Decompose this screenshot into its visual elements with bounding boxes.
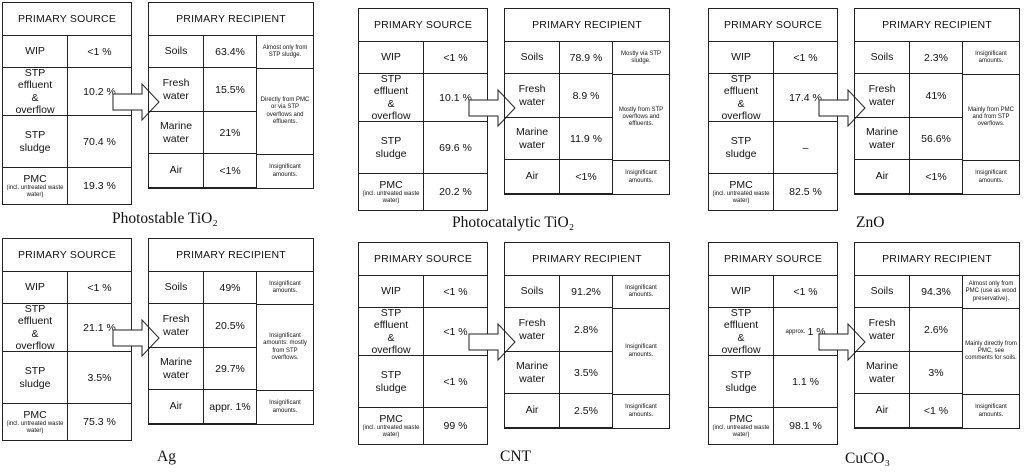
recipient-label-text [871, 285, 894, 297]
recipient-value: <1% [204, 154, 257, 187]
source-label-line: STP [24, 303, 46, 316]
recipient-label-line: water [519, 95, 545, 108]
diagram-panel [708, 8, 1024, 236]
recipient-header: PRIMARY RECIPIENT [149, 3, 313, 36]
source-value: 10.1 % [439, 91, 472, 104]
recipient-label-line: Marine [159, 356, 193, 369]
source-label [709, 408, 774, 444]
source-label [359, 42, 424, 73]
source-label-line: & [31, 327, 39, 340]
source-label-line: sludge [375, 147, 407, 160]
source-row-wip [709, 42, 837, 74]
source-label-line: effluent [373, 319, 409, 332]
source-label-line: sludge [725, 147, 757, 160]
recipient-label-line: Air [875, 404, 889, 417]
recipient-label-line: Fresh [868, 83, 896, 96]
recipient-label [855, 276, 910, 307]
recipient-label [149, 348, 204, 389]
recipient-label-text [521, 285, 544, 297]
comment-air: Insignificant amounts. [613, 394, 669, 428]
source-label-line: overflow [721, 109, 761, 122]
source-row-pmc [359, 408, 487, 444]
source-value: 19.3 % [83, 180, 116, 192]
comment-soils: Insignificant amounts. [613, 276, 669, 308]
recipient-label-line: Soils [870, 51, 894, 64]
source-label-line: WIP [731, 51, 751, 64]
recipient-label-line: water [869, 329, 895, 342]
recipient-label-line: Air [875, 170, 889, 183]
comment-air: Insignificant amounts. [257, 390, 313, 424]
recipient-value: 15.5% [204, 68, 257, 111]
recipient-header: PRIMARY RECIPIENT [855, 243, 1019, 276]
source-label-note: (incl. untreated waste water) [6, 185, 64, 199]
recipient-label-line: water [519, 372, 545, 385]
source-label-line: STP [24, 67, 46, 80]
source-value: 69.6 % [439, 141, 472, 154]
recipient-value: 2.5% [560, 394, 613, 427]
source-label-line: STP [380, 369, 402, 382]
source-label-line: PMC [23, 173, 47, 186]
source-label-line: STP [730, 73, 752, 86]
source-value: – [802, 141, 809, 154]
source-label [3, 272, 68, 303]
recipient-label [149, 272, 204, 303]
source-header: PRIMARY SOURCE [709, 243, 837, 276]
recipient-value: 29.7% [204, 348, 257, 389]
source-label-line: overflow [15, 103, 55, 116]
comment-water: Mostly from STP overflows and effluents. [613, 74, 669, 160]
recipient-table [854, 242, 1020, 429]
recipient-label-line: Air [525, 170, 539, 183]
source-label [709, 42, 774, 73]
source-label-line: STP [730, 369, 752, 382]
source-label [359, 174, 424, 210]
recipient-label-line: Fresh [518, 317, 546, 330]
recipient-label [149, 112, 204, 153]
source-label-line: STP [24, 129, 46, 142]
recipient-label-line: Marine [865, 360, 899, 373]
recipient-label [855, 160, 910, 193]
recipient-label-line: water [163, 325, 189, 338]
source-label-line: WIP [731, 285, 751, 298]
panel-caption: Photostable TiO₂ [112, 210, 218, 227]
source-header: PRIMARY SOURCE [359, 9, 487, 42]
source-row-wip [3, 272, 131, 304]
recipient-label-text [516, 126, 548, 150]
recipient-label-text [163, 313, 190, 337]
source-value: 10.2 % [83, 85, 116, 98]
recipient-label-text [519, 317, 546, 341]
recipient-value: 41% [910, 74, 963, 117]
recipient-label [505, 118, 560, 159]
recipient-table [148, 238, 314, 425]
recipient-label [855, 394, 910, 427]
source-label [359, 356, 424, 407]
source-row-pmc [359, 174, 487, 210]
source-label-line: PMC [729, 413, 753, 426]
recipient-label-text [165, 281, 188, 293]
source-value-prefix: approx. [785, 328, 806, 335]
source-label-line: sludge [375, 381, 407, 394]
recipient-label-text [526, 170, 539, 182]
comment-water: Directly from PMC or via STP overflows and effluents. [257, 68, 313, 154]
recipient-label [149, 36, 204, 67]
recipient-label-text [165, 45, 188, 57]
recipient-label-text [876, 404, 889, 416]
recipient-label-text [871, 51, 894, 63]
recipient-label-text [170, 164, 183, 176]
recipient-label [505, 74, 560, 117]
source-label-line: & [387, 331, 395, 344]
source-label [3, 304, 68, 351]
source-label [359, 122, 424, 173]
comment-water: Mainly directly from PMC, see comments for soils. [963, 308, 1019, 394]
comment-air: Insignificant amounts. [963, 394, 1019, 428]
source-label-line: overflow [371, 343, 411, 356]
recipient-label-line: water [163, 368, 189, 381]
recipient-label-text [163, 77, 190, 101]
recipient-value: <1% [560, 160, 613, 193]
source-label [359, 276, 424, 307]
recipient-label-line: Air [169, 400, 183, 413]
recipient-label-line: water [163, 89, 189, 102]
recipient-label-text [516, 360, 548, 384]
source-label-line: & [387, 97, 395, 110]
comment-water: Mainly from PMC and from STP overflows. [963, 74, 1019, 160]
recipient-value: 11.9 % [560, 118, 613, 159]
source-header: PRIMARY SOURCE [3, 3, 131, 36]
recipient-label-line: Soils [520, 285, 544, 298]
recipient-value: 2.8% [560, 308, 613, 351]
recipient-header: PRIMARY RECIPIENT [505, 243, 669, 276]
source-label-line: STP [380, 307, 402, 320]
source-label-line: effluent [373, 85, 409, 98]
source-label-line: overflow [15, 339, 55, 352]
recipient-value: 91.2% [560, 276, 613, 307]
recipient-value: appr. 1% [204, 390, 257, 423]
source-row-stp-sludge [3, 116, 131, 168]
source-value-text: 1 % [807, 325, 826, 338]
source-value: 3.5% [87, 371, 112, 384]
source-label-line: STP [380, 135, 402, 148]
recipient-table [504, 8, 670, 195]
source-label [709, 74, 774, 121]
recipient-label-line: Fresh [868, 317, 896, 330]
source-value: <1 % [443, 285, 468, 298]
comment-air: Insignificant amounts. [963, 160, 1019, 194]
diagram-panel [2, 238, 322, 466]
source-label-note: (incl. untreated waste water) [712, 425, 770, 439]
source-label-line: sludge [725, 381, 757, 394]
recipient-value: 3% [910, 352, 963, 393]
source-label [3, 116, 68, 167]
recipient-label-line: water [519, 138, 545, 151]
recipient-label [855, 74, 910, 117]
source-row-stp-sludge [359, 122, 487, 174]
source-label [3, 36, 68, 67]
recipient-label [855, 308, 910, 351]
recipient-value: <1% [910, 160, 963, 193]
comment-soils: Mostly via STP sludge. [613, 42, 669, 74]
recipient-label-line: water [869, 138, 895, 151]
comment-water: Insignificant amounts. [613, 308, 669, 394]
source-row-wip [359, 42, 487, 74]
recipient-label-line: Air [525, 404, 539, 417]
recipient-label [505, 276, 560, 307]
source-value: 1.1 % [792, 375, 819, 388]
source-label [709, 174, 774, 210]
recipient-value: 63.4% [204, 36, 257, 67]
recipient-label-line: water [163, 132, 189, 145]
source-row-wip [359, 276, 487, 308]
recipient-header: PRIMARY RECIPIENT [505, 9, 669, 42]
comment-air: Insignificant amounts. [613, 160, 669, 194]
recipient-header: PRIMARY RECIPIENT [855, 9, 1019, 42]
source-header: PRIMARY SOURCE [359, 243, 487, 276]
recipient-label [855, 118, 910, 159]
diagram-panel [2, 2, 322, 230]
source-row-stp-sludge [709, 356, 837, 408]
recipient-value: 56.6% [910, 118, 963, 159]
recipient-label [149, 154, 204, 187]
source-header: PRIMARY SOURCE [709, 9, 837, 42]
source-label-note: (incl. untreated waste water) [362, 425, 420, 439]
recipient-label-text [519, 83, 546, 107]
source-row-pmc [709, 174, 837, 210]
diagram-panel [708, 242, 1024, 470]
recipient-label-text [160, 356, 192, 380]
source-label [359, 408, 424, 444]
source-value: 21.1 % [83, 321, 116, 334]
source-label-line: WIP [381, 285, 401, 298]
source-row-stp-sludge [709, 122, 837, 174]
source-label [709, 308, 774, 355]
source-value: <1 % [793, 285, 818, 298]
recipient-label-line: water [869, 95, 895, 108]
recipient-value: 2.6% [910, 308, 963, 351]
comment-soils: Insignificant amounts. [963, 42, 1019, 74]
source-label-line: PMC [379, 179, 403, 192]
source-row-pmc [709, 408, 837, 444]
source-header: PRIMARY SOURCE [3, 239, 131, 272]
source-label-line: PMC [23, 409, 47, 422]
source-label-note: (incl. untreated waste water) [712, 191, 770, 205]
panel-caption: ZnO [856, 214, 885, 231]
recipient-label-line: Soils [164, 281, 188, 294]
panel-caption: CNT [500, 448, 531, 465]
comment-soils: Almost only from PMC (use as wood preservative). [963, 276, 1019, 308]
source-label-line: STP [380, 73, 402, 86]
source-label [709, 122, 774, 173]
source-label-line: PMC [729, 179, 753, 192]
source-label [3, 404, 68, 440]
recipient-label-line: water [869, 372, 895, 385]
source-value: 17.4 % [789, 91, 822, 104]
source-row-wip [709, 276, 837, 308]
source-label-line: overflow [371, 109, 411, 122]
panel-caption: Ag [157, 448, 176, 465]
recipient-label-line: Marine [159, 120, 193, 133]
recipient-table [504, 242, 670, 429]
source-value: 82.5 % [789, 186, 822, 198]
recipient-value: 3.5% [560, 352, 613, 393]
recipient-label-text [521, 51, 544, 63]
recipient-label [505, 160, 560, 193]
source-label-line: effluent [723, 85, 759, 98]
recipient-label-line: Soils [164, 45, 188, 58]
recipient-value: 8.9 % [560, 74, 613, 117]
source-label-line: effluent [17, 315, 53, 328]
source-label [3, 68, 68, 115]
recipient-value: <1 % [910, 394, 963, 427]
source-row-pmc [3, 168, 131, 204]
recipient-label [149, 390, 204, 423]
source-value: 70.4 % [83, 135, 116, 148]
comment-soils: Almost only from STP sludge. [257, 36, 313, 68]
recipient-table [148, 2, 314, 189]
comment-water: Insignificant amounts: mostly from STP overflows. [257, 304, 313, 390]
recipient-label-text [160, 120, 192, 144]
source-value: 75.3 % [83, 416, 116, 428]
source-value: 99 % [443, 420, 468, 432]
recipient-label-line: Marine [865, 126, 899, 139]
source-label-line: effluent [723, 319, 759, 332]
recipient-label-line: Soils [520, 51, 544, 64]
source-label-line: PMC [379, 413, 403, 426]
source-value: 20.2 % [439, 186, 472, 198]
source-label-note: (incl. untreated waste water) [6, 421, 64, 435]
source-label-line: & [737, 331, 745, 344]
recipient-label-line: Soils [870, 285, 894, 298]
source-label-line: overflow [721, 343, 761, 356]
recipient-label-text [869, 317, 896, 341]
recipient-label-text [526, 404, 539, 416]
source-label [3, 352, 68, 403]
source-label-line: WIP [381, 51, 401, 64]
diagram-panel [358, 242, 678, 470]
source-row-wip [3, 36, 131, 68]
recipient-label-text [866, 360, 898, 384]
source-label-line: STP [730, 135, 752, 148]
source-value: <1 % [443, 325, 468, 338]
source-label-line: & [31, 91, 39, 104]
source-row-pmc [3, 404, 131, 440]
recipient-header: PRIMARY RECIPIENT [149, 239, 313, 272]
recipient-label-text [170, 400, 183, 412]
source-value: <1 % [87, 281, 112, 294]
recipient-label [505, 308, 560, 351]
recipient-label-line: Marine [515, 126, 549, 139]
recipient-label-line: Fresh [162, 313, 190, 326]
recipient-value: 2.3% [910, 42, 963, 73]
source-row-stp-sludge [359, 356, 487, 408]
recipient-label-line: Air [169, 164, 183, 177]
source-label-line: effluent [17, 79, 53, 92]
source-value: <1 % [443, 375, 468, 388]
source-label [359, 74, 424, 121]
panel-caption: CuCO₃ [845, 450, 891, 467]
recipient-label [505, 42, 560, 73]
panel-caption: Photocatalytic TiO₂ [452, 214, 575, 231]
source-label-line: STP [24, 365, 46, 378]
source-value: <1 % [87, 45, 112, 58]
recipient-label-line: Fresh [162, 77, 190, 90]
recipient-label-text [866, 126, 898, 150]
recipient-label [149, 68, 204, 111]
comment-soils: Insignificant amounts. [257, 272, 313, 304]
recipient-table [854, 8, 1020, 195]
source-value: <1 % [793, 51, 818, 64]
source-label-line: & [737, 97, 745, 110]
recipient-value: 94.3% [910, 276, 963, 307]
source-value: <1 % [443, 51, 468, 64]
recipient-value: 21% [204, 112, 257, 153]
recipient-label [505, 394, 560, 427]
diagram-panel [358, 8, 678, 236]
recipient-label [505, 352, 560, 393]
recipient-label-line: Fresh [518, 83, 546, 96]
source-label [359, 308, 424, 355]
recipient-label-text [876, 170, 889, 182]
recipient-label [855, 352, 910, 393]
source-label [709, 276, 774, 307]
recipient-label [149, 304, 204, 347]
recipient-value: 20.5% [204, 304, 257, 347]
comment-air: Insignificant amounts. [257, 154, 313, 188]
source-label-note: (incl. untreated waste water) [362, 191, 420, 205]
recipient-label [855, 42, 910, 73]
recipient-value: 49% [204, 272, 257, 303]
recipient-value: 78.9 % [560, 42, 613, 73]
source-label [3, 168, 68, 204]
recipient-label-text [869, 83, 896, 107]
source-label-line: WIP [25, 45, 45, 58]
source-label-line: STP [730, 307, 752, 320]
source-value: 98.1 % [789, 420, 822, 432]
source-row-stp-sludge [3, 352, 131, 404]
recipient-label-line: water [519, 329, 545, 342]
source-label-line: sludge [19, 377, 51, 390]
recipient-label-line: Marine [515, 360, 549, 373]
source-label-line: WIP [25, 281, 45, 294]
source-label [709, 356, 774, 407]
source-label-line: sludge [19, 141, 51, 154]
